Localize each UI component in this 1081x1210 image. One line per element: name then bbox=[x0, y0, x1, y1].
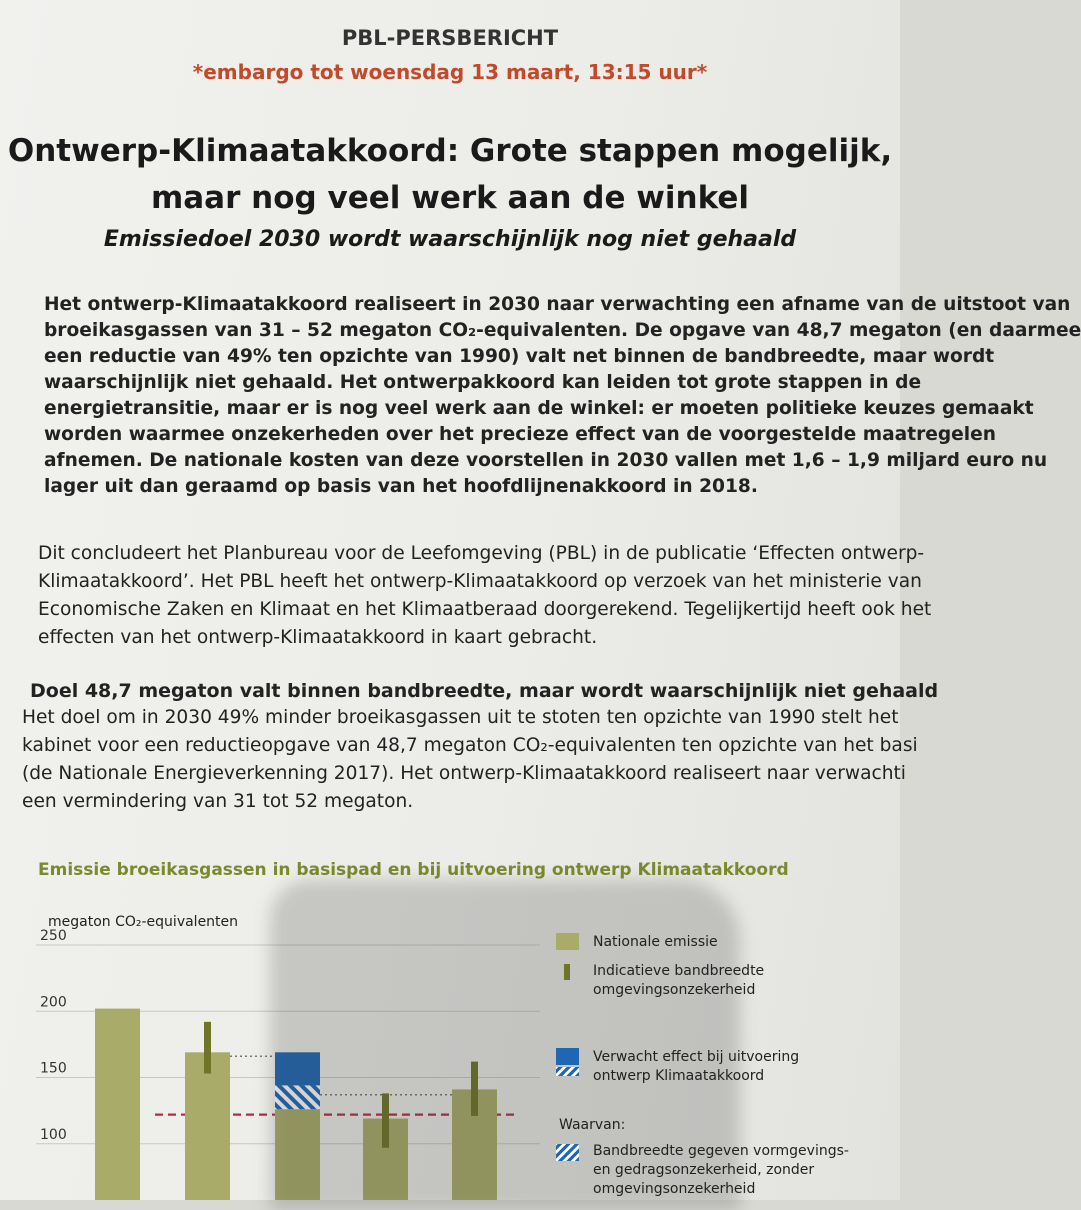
lead-line: Het ontwerp-Klimaatakkoord realiseert in 2030 naar verwachting een afname van de uitstoot van bbox=[44, 294, 1071, 315]
error-bar bbox=[204, 1022, 211, 1074]
y-tick-label: 150 bbox=[40, 1060, 67, 1077]
legend-label bbox=[593, 1142, 849, 1199]
y-tick-label: 250 bbox=[40, 928, 67, 944]
body-line: Dit concludeert het Planbureau voor de Leefomgeving (PBL) in de publicatie ‘Effecten ontwerp- bbox=[38, 543, 925, 564]
title-line: maar nog veel werk aan de winkel bbox=[150, 180, 750, 216]
legend-label-line: Verwacht effect bij uitvoering bbox=[593, 1049, 800, 1065]
legend-label-line: en gedragsonzekerheid, zonder bbox=[593, 1162, 815, 1178]
legend-label-line: omgevingsonzekerheid bbox=[593, 1181, 756, 1197]
section-heading: Doel 48,7 megaton valt binnen bandbreedte, maar wordt waarschijnlijk niet gehaald bbox=[30, 680, 939, 702]
chart-title: Emissie broeikasgassen in basispad en bij uitvoering ontwerp Klimaatakkoord bbox=[38, 860, 789, 880]
lead-line: worden waarmee onzekerheden over het precieze effect van de voorgestelde maatregelen bbox=[44, 424, 997, 445]
lead-line: afnemen. De nationale kosten van deze voorstellen in 2030 vallen met 1,6 – 1,9 miljard euro nu bbox=[44, 450, 1048, 471]
legend-swatch bbox=[556, 933, 579, 950]
legend-label-line: Bandbreedte gegeven vormgevings- bbox=[593, 1143, 849, 1159]
legend-label bbox=[593, 962, 764, 1000]
press-release-subtitle: Emissiedoel 2030 wordt waarschijnlijk nog niet gehaald bbox=[103, 227, 797, 252]
lead-line: waarschijnlijk niet gehaald. Het ontwerpakkoord kan leiden tot grote stappen in de bbox=[44, 372, 922, 393]
body-line: (de Nationale Energieverkenning 2017). Het ontwerp-Klimaatakkoord realiseert naar verwachti bbox=[22, 763, 906, 784]
lead-line: broeikasgassen van 31 – 52 megaton CO₂-equivalenten. De opgave van 48,7 megaton (en daarmee bbox=[44, 320, 1081, 341]
body-line: een vermindering van 31 tot 52 megaton. bbox=[22, 791, 414, 812]
y-axis-label: megaton CO₂-equivalenten bbox=[48, 914, 239, 930]
legend-waarvan: Waarvan: bbox=[559, 1117, 626, 1133]
body-paragraph bbox=[38, 540, 931, 652]
lead-line: energietransitie, maar er is nog veel werk aan de winkel: er moeten politieke keuzes gemaakt bbox=[44, 398, 1034, 419]
body-paragraph bbox=[22, 704, 918, 816]
body-line: Klimaatakkoord’. Het PBL heeft het ontwerp-Klimaatakkoord op verzoek van het ministerie van bbox=[38, 571, 922, 592]
body-line: Economische Zaken en Klimaat en het Klimaatberaad doorgerekend. Tegelijkertijd heeft ook het bbox=[38, 599, 932, 620]
body-line: kabinet voor een reductieopgave van 48,7 megaton CO₂-equivalenten ten opzichte van het basi bbox=[22, 735, 918, 756]
y-tick-label: 200 bbox=[40, 994, 67, 1011]
document-kicker: PBL-PERSBERICHT bbox=[341, 26, 559, 50]
legend-label-line: ontwerp Klimaatakkoord bbox=[593, 1068, 765, 1084]
press-release-title bbox=[0, 128, 900, 222]
emission-bar bbox=[185, 1052, 230, 1200]
legend-label-line: Indicatieve bandbreedte bbox=[593, 963, 765, 979]
body-line: effecten van het ontwerp-Klimaatakkoord in kaart gebracht. bbox=[38, 627, 598, 648]
legend-label: Nationale emissie bbox=[593, 934, 718, 950]
legend-swatch bbox=[564, 964, 570, 980]
legend-label-line: omgevingsonzekerheid bbox=[593, 982, 756, 998]
y-tick-label: 100 bbox=[40, 1126, 67, 1143]
legend-swatch bbox=[556, 1048, 579, 1065]
legend-swatch bbox=[556, 1144, 579, 1161]
emission-bar bbox=[95, 1009, 140, 1200]
lead-line: lager uit dan geraamd op basis van het hoofdlijnenakkoord in 2018. bbox=[44, 476, 758, 497]
legend-label bbox=[593, 1048, 799, 1086]
lead-paragraph bbox=[44, 292, 1081, 500]
embargo-notice: *embargo tot woensdag 13 maart, 13:15 uur* bbox=[192, 60, 708, 84]
lead-line: een reductie van 49% ten opzichte van 1990) valt net binnen de bandbreedte, maar wordt bbox=[44, 346, 995, 367]
title-line: Ontwerp-Klimaatakkoord: Grote stappen mogelijk, bbox=[7, 133, 893, 169]
legend-swatch bbox=[556, 1067, 579, 1076]
body-line: Het doel om in 2030 49% minder broeikasgassen uit te stoten ten opzichte van 1990 stelt het bbox=[22, 707, 899, 728]
